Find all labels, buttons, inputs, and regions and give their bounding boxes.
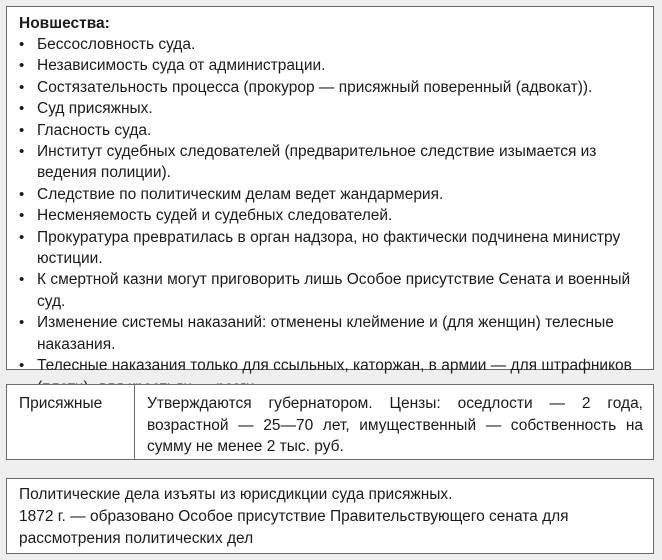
list-item bbox=[19, 269, 643, 312]
bullet-icon: • bbox=[19, 78, 25, 96]
innovations-box bbox=[6, 6, 654, 375]
bullet-icon: • bbox=[19, 185, 25, 203]
list-item bbox=[19, 98, 643, 119]
list-item-text: Бессословность суда. bbox=[37, 36, 196, 53]
list-item-text: К смертной казни могут приговорить лишь Особое присутствие Сената и военный суд. bbox=[37, 271, 631, 310]
innovations-list bbox=[19, 34, 643, 398]
list-item bbox=[19, 77, 643, 98]
jurors-label: Присяжные bbox=[7, 385, 135, 459]
list-item bbox=[19, 184, 643, 205]
list-item bbox=[19, 312, 643, 355]
list-item-text: Независимость суда от администрации. bbox=[37, 57, 326, 75]
bullet-icon: • bbox=[19, 57, 25, 75]
list-item-text: Несменяемость судей и судебных следователей. bbox=[37, 207, 393, 225]
list-item bbox=[19, 120, 643, 141]
list-item-text: Гласность суда. bbox=[37, 121, 152, 139]
innovations-heading: Новшества: bbox=[19, 15, 110, 32]
bullet-icon: • bbox=[19, 36, 25, 53]
list-item-text: Состязательность процесса (прокурор — присяжный поверенный (адвокат)). bbox=[37, 78, 593, 96]
list-item bbox=[19, 227, 643, 270]
list-item bbox=[19, 205, 643, 226]
list-item bbox=[19, 34, 643, 55]
list-item-text: Суд присяжных. bbox=[37, 100, 153, 118]
list-item bbox=[19, 55, 643, 76]
bullet-icon: • bbox=[19, 228, 25, 246]
political-line-2: 1872 г. — образовано Особое присутствие Правительствующего сената для рассмотрения политических дел bbox=[19, 508, 569, 547]
jurors-text: Утверждаются губернатором. Цензы: оседлости — 2 года, возрастной — 25—70 лет, имущественный — собственность на сумму не менее 2 тыс. руб. bbox=[147, 395, 643, 455]
bullet-icon: • bbox=[19, 100, 25, 118]
bullet-icon: • bbox=[19, 121, 25, 139]
political-line-1: Политические дела изъяты из юрисдикции суда присяжных. bbox=[19, 486, 453, 503]
bullet-icon: • bbox=[19, 271, 25, 289]
list-item-text: Изменение системы наказаний: отменены клеймение и (для женщин) телесные наказания. bbox=[37, 314, 614, 353]
bullet-icon: • bbox=[19, 143, 25, 161]
bullet-icon: • bbox=[19, 207, 25, 225]
list-item-text: Следствие по политическим делам ведет жандармерия. bbox=[37, 185, 444, 203]
list-item-text: Институт судебных следователей (предварительное следствие изымается из ведения полиции). bbox=[37, 143, 597, 182]
jurors-table bbox=[6, 384, 654, 460]
political-cases-box bbox=[6, 478, 654, 554]
bullet-icon: • bbox=[19, 314, 25, 332]
list-item-text: Прокуратура превратилась в орган надзора, но фактически подчинена министру юстиции. bbox=[37, 228, 621, 268]
list-item bbox=[19, 141, 643, 184]
bullet-icon: • bbox=[19, 357, 25, 375]
list-item-text: Телесные наказания только для ссыльных, каторжан, в армии — для штрафников bbox=[37, 357, 632, 375]
